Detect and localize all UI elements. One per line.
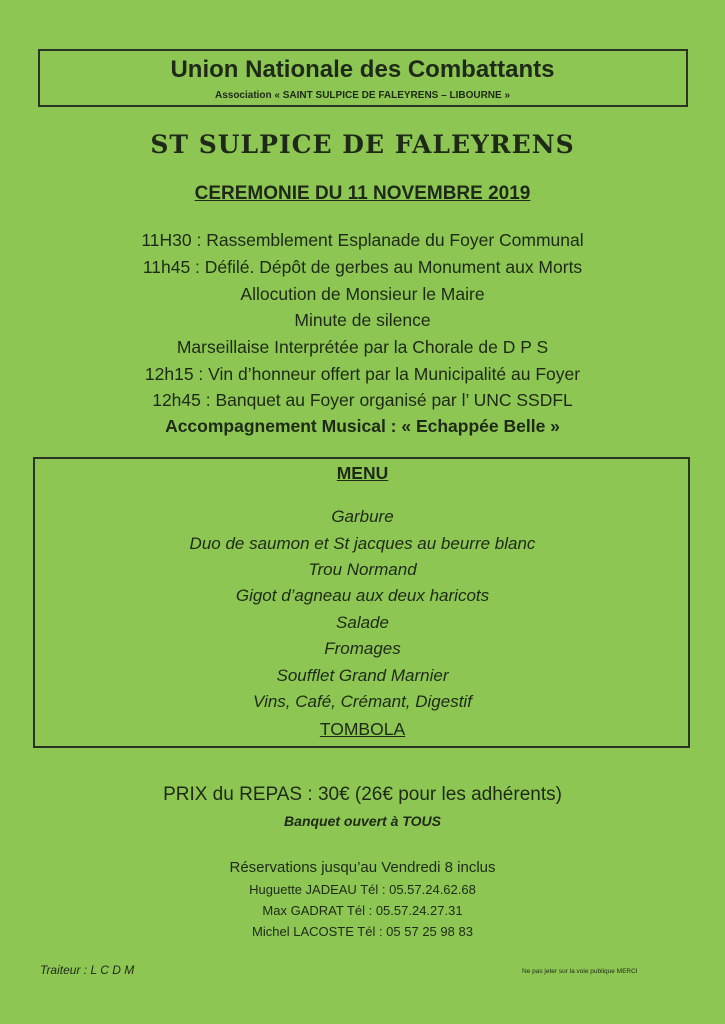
music-line: Accompagnement Musical : « Echappée Belle » [165,416,560,436]
program-line: Allocution de Monsieur le Maire [240,284,485,304]
contact: Max GADRAT Tél : 05.57.24.27.31 [262,903,463,918]
menu-title: MENU [336,463,389,483]
org-title: Union Nationale des Combattants [170,56,555,83]
menu-item: Gigot d’agneau aux deux haricots [235,586,490,605]
contact: Huguette JADEAU Tél : 05.57.24.62.68 [249,882,476,897]
menu-item: Vins, Café, Crémant, Digestif [253,692,472,711]
town-title: ST SULPICE DE FALEYRENS [150,130,575,159]
program-line: 12h15 : Vin d’honneur offert par la Municipalité au Foyer [144,364,581,384]
program-line: 11H30 : Rassemblement Esplanade du Foyer Communal [141,230,584,250]
menu-item: Salade [336,613,389,632]
price: PRIX du REPAS : 30€ (26€ pour les adhérents) [163,784,562,805]
menu-item: Garbure [331,507,394,526]
program-line: Marseillaise Interprétée par la Chorale de D P S [176,337,549,357]
reservations-title: Réservations jusqu’au Vendredi 8 inclus [229,859,496,876]
program-line: 12h45 : Banquet au Foyer organisé par l’ UNC SSDFL [152,390,573,410]
menu-item: Soufflet Grand Marnier [276,666,449,685]
caterer: Traiteur : L C D M [40,963,135,977]
menu-item: Fromages [324,639,401,658]
contact: Michel LACOSTE Tél : 05 57 25 98 83 [252,924,473,939]
litter-notice: Ne pas jeter sur la voie publique MERCI [522,968,638,975]
open-notice: Banquet ouvert à TOUS [284,813,441,829]
menu-item: Duo de saumon et St jacques au beurre blanc [189,534,536,553]
program-line: 11h45 : Défilé. Dépôt de gerbes au Monument aux Morts [142,257,583,277]
ceremony-title: CEREMONIE DU 11 NOVEMBRE 2019 [194,183,531,204]
tombola: TOMBOLA [319,719,406,739]
menu-item: Trou Normand [308,560,417,579]
association-subtitle: Association « SAINT SULPICE DE FALEYRENS – LIBOURNE » [214,90,511,101]
program-line: Minute de silence [294,310,431,330]
